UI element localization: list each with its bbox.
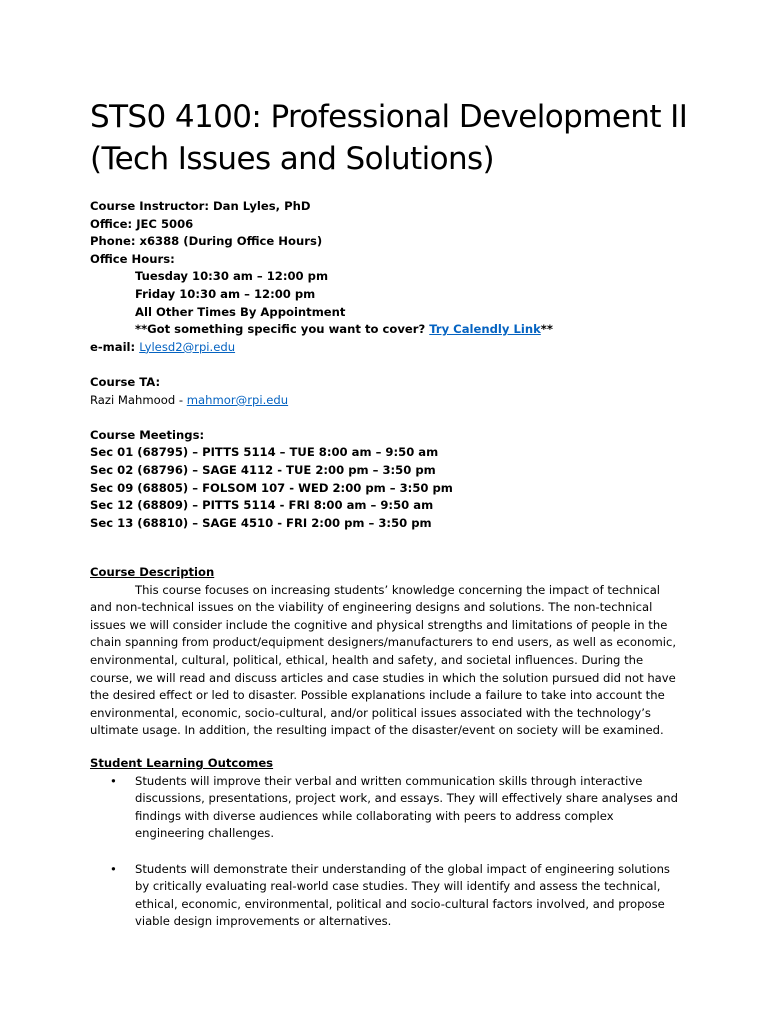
ta-line [90, 392, 690, 410]
title-line-1: STS0 4100: Professional Development II [90, 99, 688, 135]
meeting-section: Sec 13 (68810) – SAGE 4510 - FRI 2:00 pm – 3:50 pm [90, 515, 432, 530]
bullet-icon: • [110, 773, 117, 788]
outcome-item [90, 773, 680, 843]
instructor-line: Course Instructor: Dan Lyles, PhD [90, 199, 311, 213]
meeting-section: Sec 12 (68809) – PITTS 5114 - FRI 8:00 am – 9:50 am [90, 498, 434, 513]
calendly-link[interactable]: Try Calendly Link [429, 322, 541, 337]
meeting-section: Sec 09 (68805) – FOLSOM 107 - WED 2:00 pm – 3:50 pm [90, 480, 453, 495]
ta-label: Course TA: [90, 374, 161, 389]
calendly-prefix: **Got something specific you want to cover? [135, 322, 430, 337]
bullet-icon: • [110, 861, 117, 876]
description-heading: Course Description [90, 565, 215, 579]
meeting-section: Sec 02 (68796) – SAGE 4112 - TUE 2:00 pm – 3:50 pm [90, 462, 436, 477]
learning-outcomes [90, 755, 680, 931]
outcomes-list [90, 773, 680, 931]
office-hours-tuesday: Tuesday 10:30 am – 12:00 pm [135, 269, 329, 284]
ta-email-link[interactable]: mahmor@rpi.edu [186, 392, 289, 407]
calendly-suffix: ** [540, 322, 553, 337]
outcomes-heading: Student Learning Outcomes [90, 756, 274, 770]
page-title [90, 96, 730, 180]
meetings-label: Course Meetings: [90, 427, 205, 442]
email-line [90, 339, 690, 357]
course-info [90, 198, 690, 532]
email-label: e-mail: [90, 339, 140, 354]
title-line-2: (Tech Issues and Solutions) [90, 141, 495, 177]
meeting-section: Sec 01 (68795) – PITTS 5114 – TUE 8:00 am – 9:50 am [90, 445, 439, 460]
office-hours-appointment: All Other Times By Appointment [135, 304, 346, 319]
calendly-line [90, 321, 690, 339]
ta-name: Razi Mahmood - [90, 392, 187, 407]
phone-line: Phone: x6388 (During Office Hours) [90, 234, 323, 249]
outcome-text: Students will improve their verbal and written communication skills through interactive discussions, presentations, project work, and essays. They will effectively share analyses and findings with diverse audiences while collaborating with peers to address complex engineering challenges. [135, 773, 678, 841]
office-hours-label: Office Hours: [90, 251, 175, 266]
course-description [90, 564, 680, 740]
office-hours-friday: Friday 10:30 am – 12:00 pm [135, 286, 316, 301]
outcome-item [90, 861, 680, 931]
office-line: Office: JEC 5006 [90, 216, 194, 231]
outcome-text: Students will demonstrate their understanding of the global impact of engineering solutions by critically evaluating real-world case studies. They will identify and assess the technical, ethical, economic, environmental, political and socio-cultural factors involved, and propose viable design improvements or alternatives. [135, 861, 670, 929]
description-text: This course focuses on increasing students’ knowledge concerning the impact of technical and non-technical issues on the viability of engineering designs and solutions. The non-technical issues we will consider include the cognitive and physical strengths and limitations of people in the chain spanning from product/equipment designers/manufacturers to end users, as well as economic, environmental, cultural, political, ethical, health and safety, and societal influences. During the course, we will read and discuss articles and case studies in which the solution pursued did not have the desired effect or led to disaster. Possible explanations include a failure to take into account the environmental, economic, socio-cultural, and/or political issues associated with the technology’s ultimate usage. In addition, the resulting impact of the disaster/event on society will be examined. [90, 582, 677, 738]
instructor-email-link[interactable]: Lylesd2@rpi.edu [139, 339, 236, 354]
